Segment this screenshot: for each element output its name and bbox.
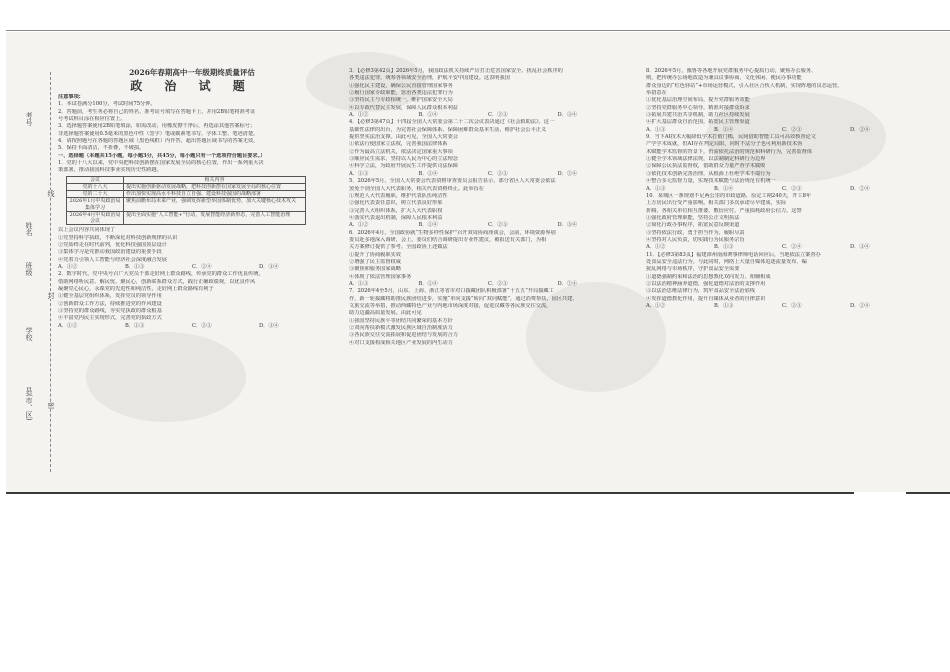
- answer-option: A．①③: [349, 170, 369, 177]
- answer-options: [349, 171, 627, 178]
- answer-option: D．②④: [557, 170, 578, 177]
- answer-option: D．③④: [259, 322, 279, 329]
- label-name: 姓名: [25, 222, 33, 236]
- text-line: ①道德强制约束和法治的思想教化双向发力、相辅相成: [646, 273, 771, 280]
- text-line: 策部署，推动我国科技事业实现历史性跨越。: [58, 167, 162, 174]
- table-cell: 2026年4月中央政治局会议: [67, 211, 124, 224]
- text-line: 处食品安全违法行为。与此同时，网络上大量自媒体追逐流量发布、编: [646, 258, 807, 265]
- subject-title: 政 治 试 题: [130, 79, 254, 93]
- text-line: 群众身边的“红色驿站”+市场运营模式，引入社区合伙人机制，实现阵地的良态运营。: [646, 82, 843, 89]
- text-line: 5．2026年5月，全国人大常委会代表资格审查委员会报告显示，部分省区人大常委会依法: [349, 178, 556, 185]
- answer-option: B．①③: [714, 244, 734, 251]
- text-line: ④发挥道德教化作用，提升自媒体从业者的自律意识: [646, 295, 766, 302]
- text-line: 一、选择题（本题共15小题，每小题3分，共45分，每小题只有一个选项符合题目要求。）: [58, 152, 266, 159]
- text-line: ②以法治精神涵养道德，强化道德对法治的支撑作用: [646, 280, 766, 287]
- answer-option: C．②④: [192, 263, 212, 270]
- text-line: 各类违法犯罪，统筹各领域安全治理，护航平安中国建设。这表明我国: [349, 75, 510, 82]
- text-line: 注意事项:: [58, 94, 81, 100]
- answer-options: [646, 244, 918, 251]
- text-line: ①依法行使国家立法权，完善我国法律体系: [349, 141, 448, 148]
- answer-option: A．①③: [349, 280, 369, 287]
- text-line: ②强化代表责任意识，树立代表良好形象: [349, 200, 443, 207]
- text-line: 以上会议内容共同体现了: [58, 227, 116, 234]
- text-line: ④整合多元监督力量，实现技术赋能与法治规范有机统一: [646, 178, 776, 185]
- mark-close: 密: [47, 402, 55, 409]
- answer-options: [646, 303, 918, 310]
- answer-option: C．②③: [782, 303, 802, 309]
- text-line: 关方案修订提供了参考。全国政协上述做法: [349, 244, 448, 251]
- answer-option: C．②③: [488, 280, 508, 287]
- label-school: 学校: [25, 327, 33, 341]
- text-line: ②坚持党群服务中心领导，精准对接群众诉求: [646, 104, 750, 111]
- text-line: ①强化政府管理职能，坚持公正文明执法: [646, 214, 740, 221]
- text-line: ③拓展共建共治共享机制，助力社区持续发展: [646, 112, 750, 119]
- text-line: ②作为最高立法机关，依法决定国家重大事项: [349, 148, 453, 155]
- table-cell: 提出全面实施“人工智能+”行动，发展智能经济新形态，完善人工智能治理: [124, 211, 306, 224]
- column-2: [349, 68, 627, 347]
- text-line: 4．请按照题号在各题的答题区域（黑色线框）内作答，超出答题区域书写的答案无效。: [58, 138, 259, 145]
- text-line: 2．答题前，考生务必将自己的姓名、准考证号填写在答题卡上，并用2B铅笔将准考证: [58, 108, 256, 115]
- text-line: 举措意在: [646, 90, 667, 97]
- text-line: ②创新群众工作方法，持续推进党的作风建设: [58, 300, 162, 307]
- text-line: 7．2026年4至5月，山东、上海、浙江等省市对口援藏团队积极部署“十五五”开局援藏工: [349, 288, 554, 295]
- text-line: 则，把传统办公场地改造为兼具议事协商、文化休闲、便民办事功能: [646, 75, 802, 82]
- text-line: ②保障公民执法监督权，借助群众力量严查学术腐败: [646, 163, 766, 170]
- answer-option: A．①②: [349, 222, 369, 229]
- text-line: 8．2026年5月，豫鲁等各地开展党群服务中心提质行动，聚焦办公服务、: [646, 68, 817, 74]
- text-line: ④坚持对人民负责，切实践行为民服务宗旨: [646, 236, 745, 243]
- answer-option: B．①④: [418, 280, 438, 287]
- text-line: 3．选择题答案使用2B铅笔填涂，如需改动，用橡皮擦干净后，再选涂其他答案标号；: [58, 123, 256, 130]
- answer-option: D．③④: [557, 112, 578, 119]
- answer-option: C．②③: [488, 112, 508, 119]
- text-line: ③依托技术创新完善治理，从根源上杜绝学术不端行为: [646, 170, 771, 177]
- text-line: 扰乱网络与市场秩序，守护食品安全需要: [646, 266, 740, 273]
- label-exam-number: 考号: [25, 112, 33, 126]
- answer-options: [646, 127, 918, 134]
- mark-line: 线: [47, 190, 55, 197]
- answer-options: [349, 281, 627, 288]
- answer-option: A．①③: [646, 126, 666, 133]
- text-line: ④落实代表退出机制，保障人民根本利益: [349, 214, 443, 221]
- text-line: 6．2026年4月，全国政协就“生物多样性保护”召开双周协商座谈会，会前，环境资源界别: [349, 229, 556, 236]
- text-line: ①强化民主建设，确保公民直接管理国家事务: [349, 82, 453, 89]
- table-header: 会议: [67, 176, 124, 183]
- text-line: 4．【必修3第47页】十四届全国人大常委会第二十二次会议表决通过《社会救助法》，这一: [349, 119, 555, 126]
- table-header: 相关内容: [124, 176, 306, 183]
- text-line: ①党坚持科学执政，不断深化对科技创新规律的认识: [58, 234, 178, 241]
- text-line: ③以法治思维法律行为，筑牢食品安全法治底线: [646, 288, 755, 295]
- column-1: [58, 32, 326, 330]
- scanned-exam-page: [6, 32, 950, 492]
- answer-option: B．①④: [418, 170, 438, 177]
- answer-option: B．①④: [418, 222, 438, 229]
- text-line: 上万居民出行受严重影响。相关部门多次承诺尽早建成，实际: [646, 200, 787, 207]
- answer-option: D．②④: [557, 280, 578, 287]
- answer-option: B．①③: [714, 303, 734, 309]
- text-line: 5．保持卡面清洁，不折叠，不破损。: [58, 145, 145, 152]
- answer-option: A．①②: [646, 244, 666, 251]
- answer-option: C．②③: [782, 185, 802, 192]
- answer-option: D．②④: [850, 303, 870, 309]
- answer-option: A．①②: [646, 303, 666, 309]
- text-line: ④以专政代替民主发展，保障人民群众根本利益: [349, 104, 458, 111]
- text-line: ①提升了协商履职实效: [349, 251, 401, 258]
- answer-option: D．③④: [850, 244, 870, 251]
- text-line: ④体现了依法管理国家事务: [349, 273, 412, 280]
- text-line: 基础性法律的出台，为完善社会保障体系、保障困难群众基本生活，维护社会公平正义: [349, 126, 547, 133]
- text-line: ①我国坚持民族平等团结共同繁荣的基本方针: [349, 317, 453, 324]
- answer-option: D．③④: [557, 222, 578, 229]
- answer-option: A．①②: [58, 263, 78, 270]
- cut-line: [50, 72, 51, 472]
- answer-option: B．①④: [714, 185, 734, 192]
- text-line: 借助网络听民意、解民忧、聚民心，创新联系群众方式，践行正确政绩观，以优良作风: [58, 278, 256, 285]
- text-line: ①健全学术领域法律法规，以法制制定科研行为边界: [646, 156, 766, 163]
- text-line: ③坚持党的群众路线，夯实党执政的群众根基: [58, 307, 162, 314]
- label-class: 班级: [25, 262, 33, 276]
- answer-option: B．①④: [714, 126, 734, 133]
- text-line: 产学学术成就，但AI存在判定局限，同时不法分子也可利用新技术伪: [646, 141, 803, 148]
- text-line: 提供坚实法治支撑。由此可见，全国人大常委会: [349, 134, 458, 141]
- text-line: 1．本试卷满分100分，考试时间75分钟。: [58, 101, 156, 108]
- text-line: 号考试科目涂在相应位置上。: [58, 116, 126, 123]
- text-line: ②简化行政办事程序，拓宽民意反映渠道: [646, 222, 740, 229]
- table-cell: 党的二十大: [67, 191, 124, 198]
- table-cell: 作出加快实现高水平科技自立自强、建设科技强国的战略部署: [124, 191, 306, 198]
- text-line: 1．党的十八大以来，党中央把科技创新摆在国家发展全局的核心位置，作出一系列重大决: [58, 160, 264, 167]
- text-line: ④丰富党内民主实现形式，完善党的执政方式: [58, 315, 162, 322]
- text-line: ①优化基层治理空间布局，提升党群服务效能: [646, 97, 750, 104]
- text-line: 2．数字时代，党中央号召广大党员干部走好网上群众路线，传承党的群众工作优良传统，: [58, 271, 264, 278]
- text-line: ③顺应民生需求，坚持以人民为中心的立法理念: [349, 156, 458, 163]
- text-line: 术赋能学术监督的背景下，仍需依托法治的规范和科研行为，完善监督体: [646, 148, 813, 155]
- answer-option: D．③④: [259, 263, 279, 270]
- answer-options: [58, 323, 326, 330]
- scan-top-edge: [6, 30, 950, 31]
- answer-option: C．②④: [782, 244, 802, 251]
- text-line: 3．【必修3第42页】2026年5月，我国政法机关持续严厉打击危害国家安全、扰乱社会秩序的: [349, 68, 563, 74]
- answer-option: C．②③: [488, 170, 508, 177]
- answer-options: [349, 222, 627, 229]
- mark-seal: 封: [47, 292, 55, 299]
- text-line: 凝聚党心民心，永葆党的先进性和纯洁性，走好网上群众路线有利于: [58, 285, 214, 292]
- answer-option: B．①③: [125, 322, 145, 329]
- label-county: 县(市、区): [25, 387, 33, 421]
- text-line: 作，新一轮援藏将助推民族团结进步，实施“单向支援”转向“双向赋能”，通过消费帮扶、园区共建、: [349, 295, 578, 302]
- text-line: ③坚持民主与专政相统一，维护国家安全大局: [349, 97, 453, 104]
- table-cell: 党的十八大: [67, 183, 124, 190]
- text-line: 10．某城区一条规划不足两公里的市政道路，原定工期240天，开工8年: [646, 192, 812, 199]
- answer-option: D．②④: [850, 126, 870, 133]
- text-line: ③各民族交往交流拓展和促进团结与发展的合力: [349, 332, 458, 339]
- table-cell: 聚焦前瞻布局未来产业，强调发挥新型举国体制优势，加大关键核心技术攻关: [124, 198, 306, 211]
- answer-option: B．①④: [418, 112, 438, 119]
- answer-option: C．②③: [192, 322, 212, 329]
- answer-option: B．①③: [125, 263, 145, 270]
- table-cell: 2026年1月中央政治局集体学习: [67, 198, 124, 211]
- answer-option: A．①②: [349, 112, 369, 119]
- text-line: ③集体学习是党推动我国政治建设的重要手段: [58, 249, 162, 256]
- text-line: ③完善人大组织体系，扩大人大代表职权: [349, 207, 443, 214]
- answer-options: [349, 112, 627, 119]
- text-line: 9．当下AI技术大幅降低学术打假门槛，民间借助智能工具可高效核查论文: [646, 134, 816, 141]
- answer-option: A．①②: [58, 322, 78, 329]
- text-line: 罢免个别全国人大代表职务，相关代表资格终止。此举旨在: [349, 185, 484, 192]
- text-line: ②党始终走在时代前列，优化科技强国顶层设计: [58, 241, 167, 248]
- text-line: ①规范人大代表履职，维护代表队伍纯洁性: [349, 192, 448, 199]
- text-line: 文旅交流等举措，推动西藏特色产业与内地市场深度对接，促进汉藏等各民族交往交流，: [349, 303, 552, 309]
- text-line: ④对口支援构成相关地区产业发展的内生动力: [349, 339, 453, 346]
- text-line: 委员赴多地深入调研，会上，委员们结合调研提出专业性建议，被报送有关部门，为相: [349, 236, 547, 243]
- text-line: ②双向帮扶新模式激发民族区域自治制度活力: [349, 325, 453, 332]
- scan-bottom-edge-right: [906, 492, 950, 494]
- text-line: ④扩大基层群众自治范围，拓宽民主管理渠道: [646, 119, 750, 126]
- text-line: ④科学立法，为政府开展民生工作提供司法保障: [349, 163, 458, 170]
- text-line: ②履行国家专政职能，惩治各类违法犯罪行为: [349, 90, 453, 97]
- text-line: 折腾，各相关单位相互推诿、敷衍应付，严重损耗政府公信力。这警: [646, 207, 802, 214]
- text-line: 非选择题答案使用0.5毫米的黑色中性（签字）笔或碳素笔书写，字体工整、笔迹清楚。: [58, 130, 259, 137]
- table-cell: 提出实施创新驱动发展战略，把科技创新摆在国家发展全局的核心位置: [124, 183, 306, 190]
- meeting-table: [66, 176, 306, 225]
- exam-title: 2026年春期高中一年级期终质量评估: [129, 68, 255, 77]
- text-line: ③聚焦和服务国家战略: [349, 266, 401, 273]
- text-line: ③坚持依法行政，勇于担当作为，履职尽责: [646, 229, 745, 236]
- answer-option: C．②③: [782, 126, 802, 133]
- column-3: [646, 68, 918, 310]
- text-line: ②增强了民主监督权威: [349, 258, 401, 265]
- answer-option: D．②④: [850, 185, 870, 192]
- text-line: 助力边疆高质量发展。由此可见: [349, 310, 422, 317]
- answer-option: A．①③: [646, 185, 666, 192]
- text-line: 11．【必修3第83页】福建漳州南海赛事律师电话回应后，当地依法立案查办: [646, 251, 821, 258]
- text-line: ④党着力引领人工智能与经济社会深度融合发展: [58, 256, 167, 263]
- answer-options: [646, 186, 918, 193]
- answer-option: C．②③: [488, 222, 508, 229]
- binding-margin: [12, 72, 60, 472]
- answer-options: [58, 264, 326, 271]
- text-line: ①健全基层党组织体系，发挥党员的领导作用: [58, 293, 162, 300]
- scan-bottom-edge: [6, 492, 854, 494]
